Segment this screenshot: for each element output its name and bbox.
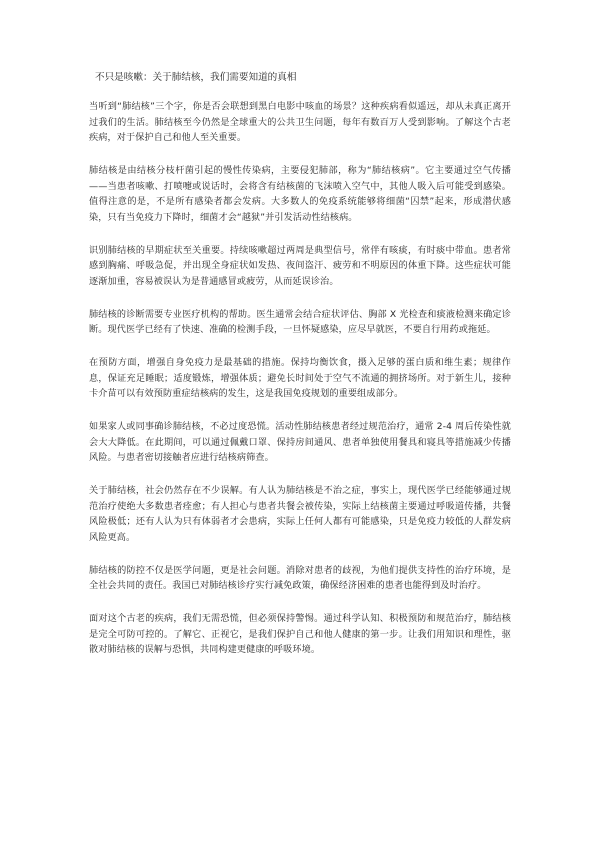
paragraph: 关于肺结核，社会仍然存在不少误解。有人认为肺结核是不治之症，事实上，现代医学已经能够通过规范治疗使绝大多数患者痊愈；有人担心与患者共餐会被传染，实际上结核菌主要通过呼吸道传播，共餐风险极低；还有人认为只有体弱者才会患病，实际上任何人都有可能感染，只是免疫力较低的人群发病风险更高。 [89,486,511,543]
document-body [89,100,511,676]
paragraph: 识别肺结核的早期症状至关重要。持续咳嗽超过两周是典型信号，常伴有咳痰，有时痰中带血。患者常感到胸痛、呼吸急促，并出现全身症状如发热、夜间盗汗、疲劳和不明原因的体重下降。这些症状可能逐渐加重，容易被误认为是普通感冒或疲劳，从而延误诊治。 [89,245,511,287]
document-title: 不只是咳嗽：关于肺结核，我们需要知道的真相 [95,72,297,83]
paragraph: 当听到“肺结核”三个字，你是否会联想到黑白电影中咳血的场景？这种疾病看似遥远，却从未真正离开过我们的生活。肺结核至今仍然是全球重大的公共卫生问题，每年有数百万人受到影响。了解这个古老疾病，对于保护自己和他人至关重要。 [89,102,511,143]
paragraph: 面对这个古老的疾病，我们无需恐慌，但必须保持警惕。通过科学认知、积极预防和规范治疗，肺结核是完全可防可控的。了解它、正视它，是我们保护自己和他人健康的第一步。让我们用知识和理性，驱散对肺结核的误解与恐惧，共同构建更健康的呼吸环境。 [89,614,511,655]
paragraph: 肺结核的诊断需要专业医疗机构的帮助。医生通常会结合症状评估、胸部 X 光检查和痰液检测来确定诊断。现代医学已经有了快速、准确的检测手段，一旦怀疑感染，应尽早就医，不要自行用药或拖延。 [89,309,511,335]
paragraph: 肺结核是由结核分枝杆菌引起的慢性传染病，主要侵犯肺部，称为“肺结核病”。它主要通过空气传播——当患者咳嗽、打喷嚏或说话时，会将含有结核菌的飞沫喷入空气中，其他人吸入后可能受到感染。值得注意的是，不是所有感染者都会发病。大多数人的免疫系统能够将细菌“囚禁”起来，形成潜伏感染，只有当免疫力下降时，细菌才会“越狱”并引发活动性结核病。 [89,166,511,223]
paragraph: 肺结核的防控不仅是医学问题，更是社会问题。消除对患者的歧视，为他们提供支持性的治疗环境，是全社会共同的责任。我国已对肺结核诊疗实行减免政策，确保经济困难的患者也能得到及时治疗。 [89,565,511,591]
paragraph: 如果家人或同事确诊肺结核，不必过度恐慌。活动性肺结核患者经过规范治疗，通常 2-4 周后传染性就会大大降低。在此期间，可以通过佩戴口罩、保持房间通风、患者单独使用餐具和寝具等措施减少传播风险。与患者密切接触者应进行结核病筛查。 [89,422,511,463]
paragraph: 在预防方面，增强自身免疫力是最基础的措施。保持均衡饮食，摄入足够的蛋白质和维生素；规律作息，保证充足睡眠；适度锻炼，增强体质；避免长时间处于空气不流通的拥挤场所。对于新生儿，接种卡介苗可以有效预防重症结核病的发生，这是我国免疫规划的重要组成部分。 [89,358,511,399]
